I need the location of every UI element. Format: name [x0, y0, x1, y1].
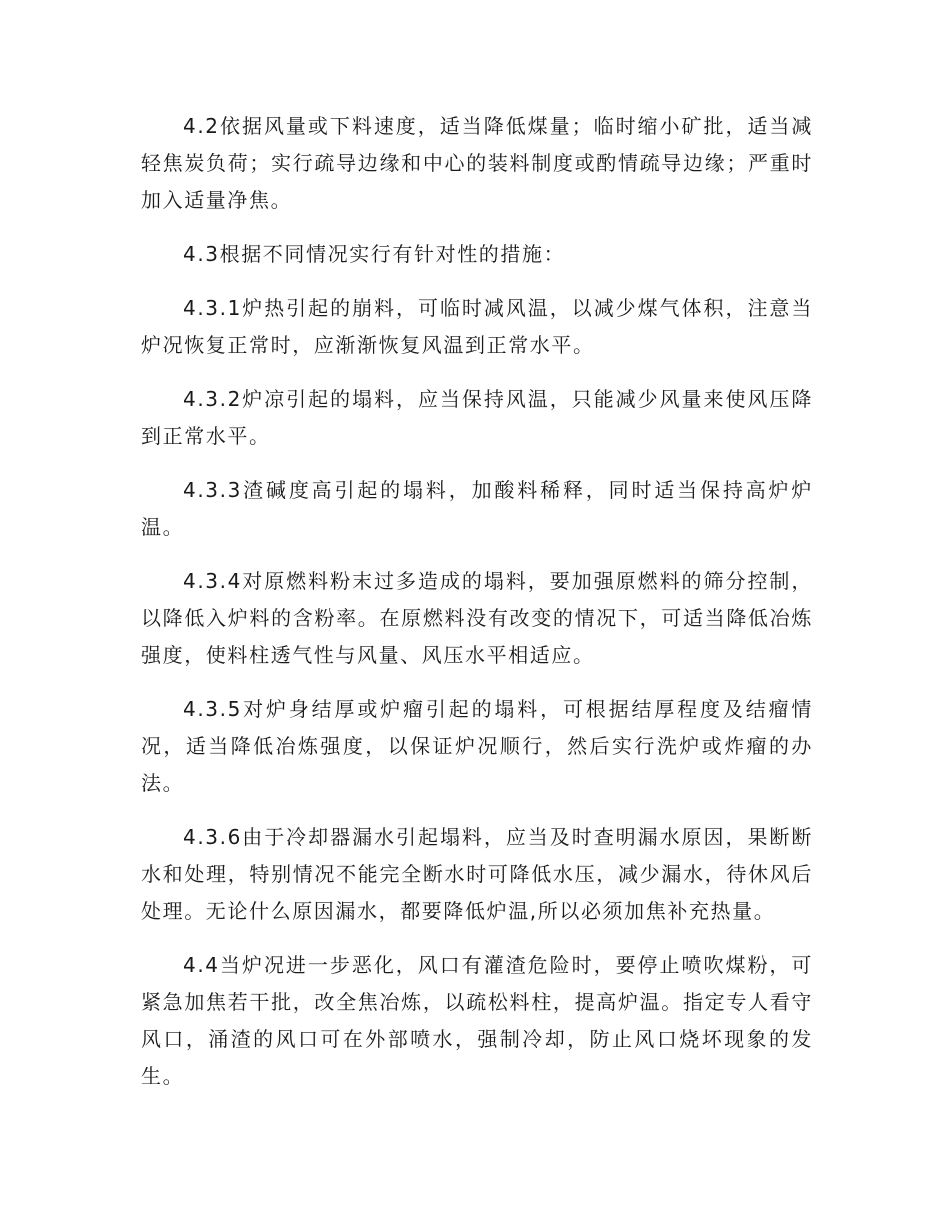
- paragraph-4-3-3: 4.3.3渣碱度高引起的塌料，加酸料稀释，同时适当保持高炉炉温。: [141, 478, 813, 539]
- paragraph-4-3-4: 4.3.4对原燃料粉末过多造成的塌料，要加强原燃料的筛分控制，以降低入炉料的含粉率。在原燃料没有改变的情况下，可适当降低冶炼强度，使料柱透气性与风量、风压水平相适应。: [141, 569, 813, 667]
- paragraph-4-2: 4.2依据风量或下料速度，适当降低煤量；临时缩小矿批，适当减轻焦炭负荷；实行疏导边缘和中心的装料制度或酌情疏导边缘；严重时加入适量净焦。: [141, 114, 813, 212]
- paragraph-4-3: 4.3根据不同情况实行有针对性的措施：: [183, 242, 566, 266]
- paragraph-4-3-1: 4.3.1炉热引起的崩料，可临时减风温，以减少煤气体积，注意当炉况恢复正常时，应渐渐恢复风温到正常水平。: [141, 296, 813, 357]
- paragraph-4-4: 4.4当炉况进一步恶化，风口有灌渣危险时，要停止喷吹煤粉，可紧急加焦若干批，改全焦冶炼，以疏松料柱，提高炉温。指定专人看守风口，涌渣的风口可在外部喷水，强制冷却，防止风口烧坏现象的发生。: [141, 953, 813, 1088]
- paragraph-4-3-6: 4.3.6由于冷却器漏水引起塌料，应当及时查明漏水原因，果断断水和处理，特别情况不能完全断水时可降低水压，减少漏水，待休风后处理。无论什么原因漏水，都要降低炉温,所以必须加焦补充热量。: [141, 825, 813, 923]
- document-body: [141, 108, 813, 1112]
- paragraph-4-3-2: 4.3.2炉凉引起的塌料，应当保持风温，只能减少风量来使风压降到正常水平。: [141, 387, 813, 448]
- paragraph-4-3-5: 4.3.5对炉身结厚或炉瘤引起的塌料，可根据结厚程度及结瘤情况，适当降低冶炼强度，以保证炉况顺行，然后实行洗炉或炸瘤的办法。: [141, 697, 813, 795]
